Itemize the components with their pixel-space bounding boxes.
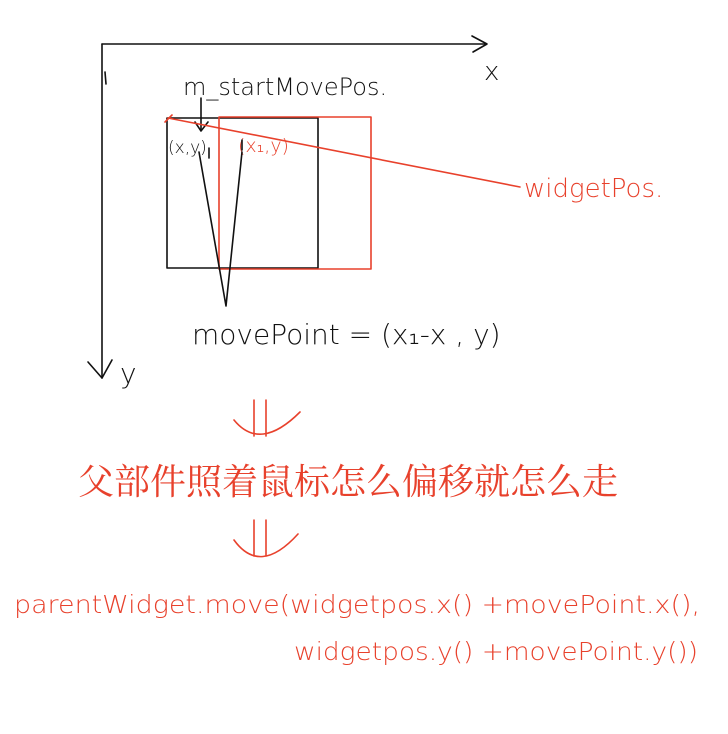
start-move-pos-label: m_startMovePos.: [183, 73, 388, 101]
moved-point-label: (x₁,y): [238, 135, 289, 157]
y-axis-tick: [105, 72, 106, 84]
widget-pos-label: widgetPos.: [524, 174, 664, 204]
y-axis-label: y: [120, 357, 137, 390]
double-down-arrow-1: [234, 400, 300, 436]
code-line-1: parentWidget.move(widgetpos.x() +movePoint.x(),: [14, 590, 700, 619]
double-down-arrow-2: [234, 520, 298, 557]
x-axis-label: x: [484, 57, 500, 87]
description-cn: 父部件照着鼠标怎么偏移就怎么走: [77, 462, 619, 503]
widget-pos-pointer-line: [168, 118, 520, 187]
move-point-formula: movePoint = (x₁-x , y): [192, 318, 501, 351]
code-line-2: widgetpos.y() +movePoint.y()): [294, 637, 698, 666]
move-point-converge-lines: [199, 152, 242, 306]
y-axis-arrowhead: [88, 360, 112, 378]
start-point-label: (x,y): [168, 138, 207, 158]
